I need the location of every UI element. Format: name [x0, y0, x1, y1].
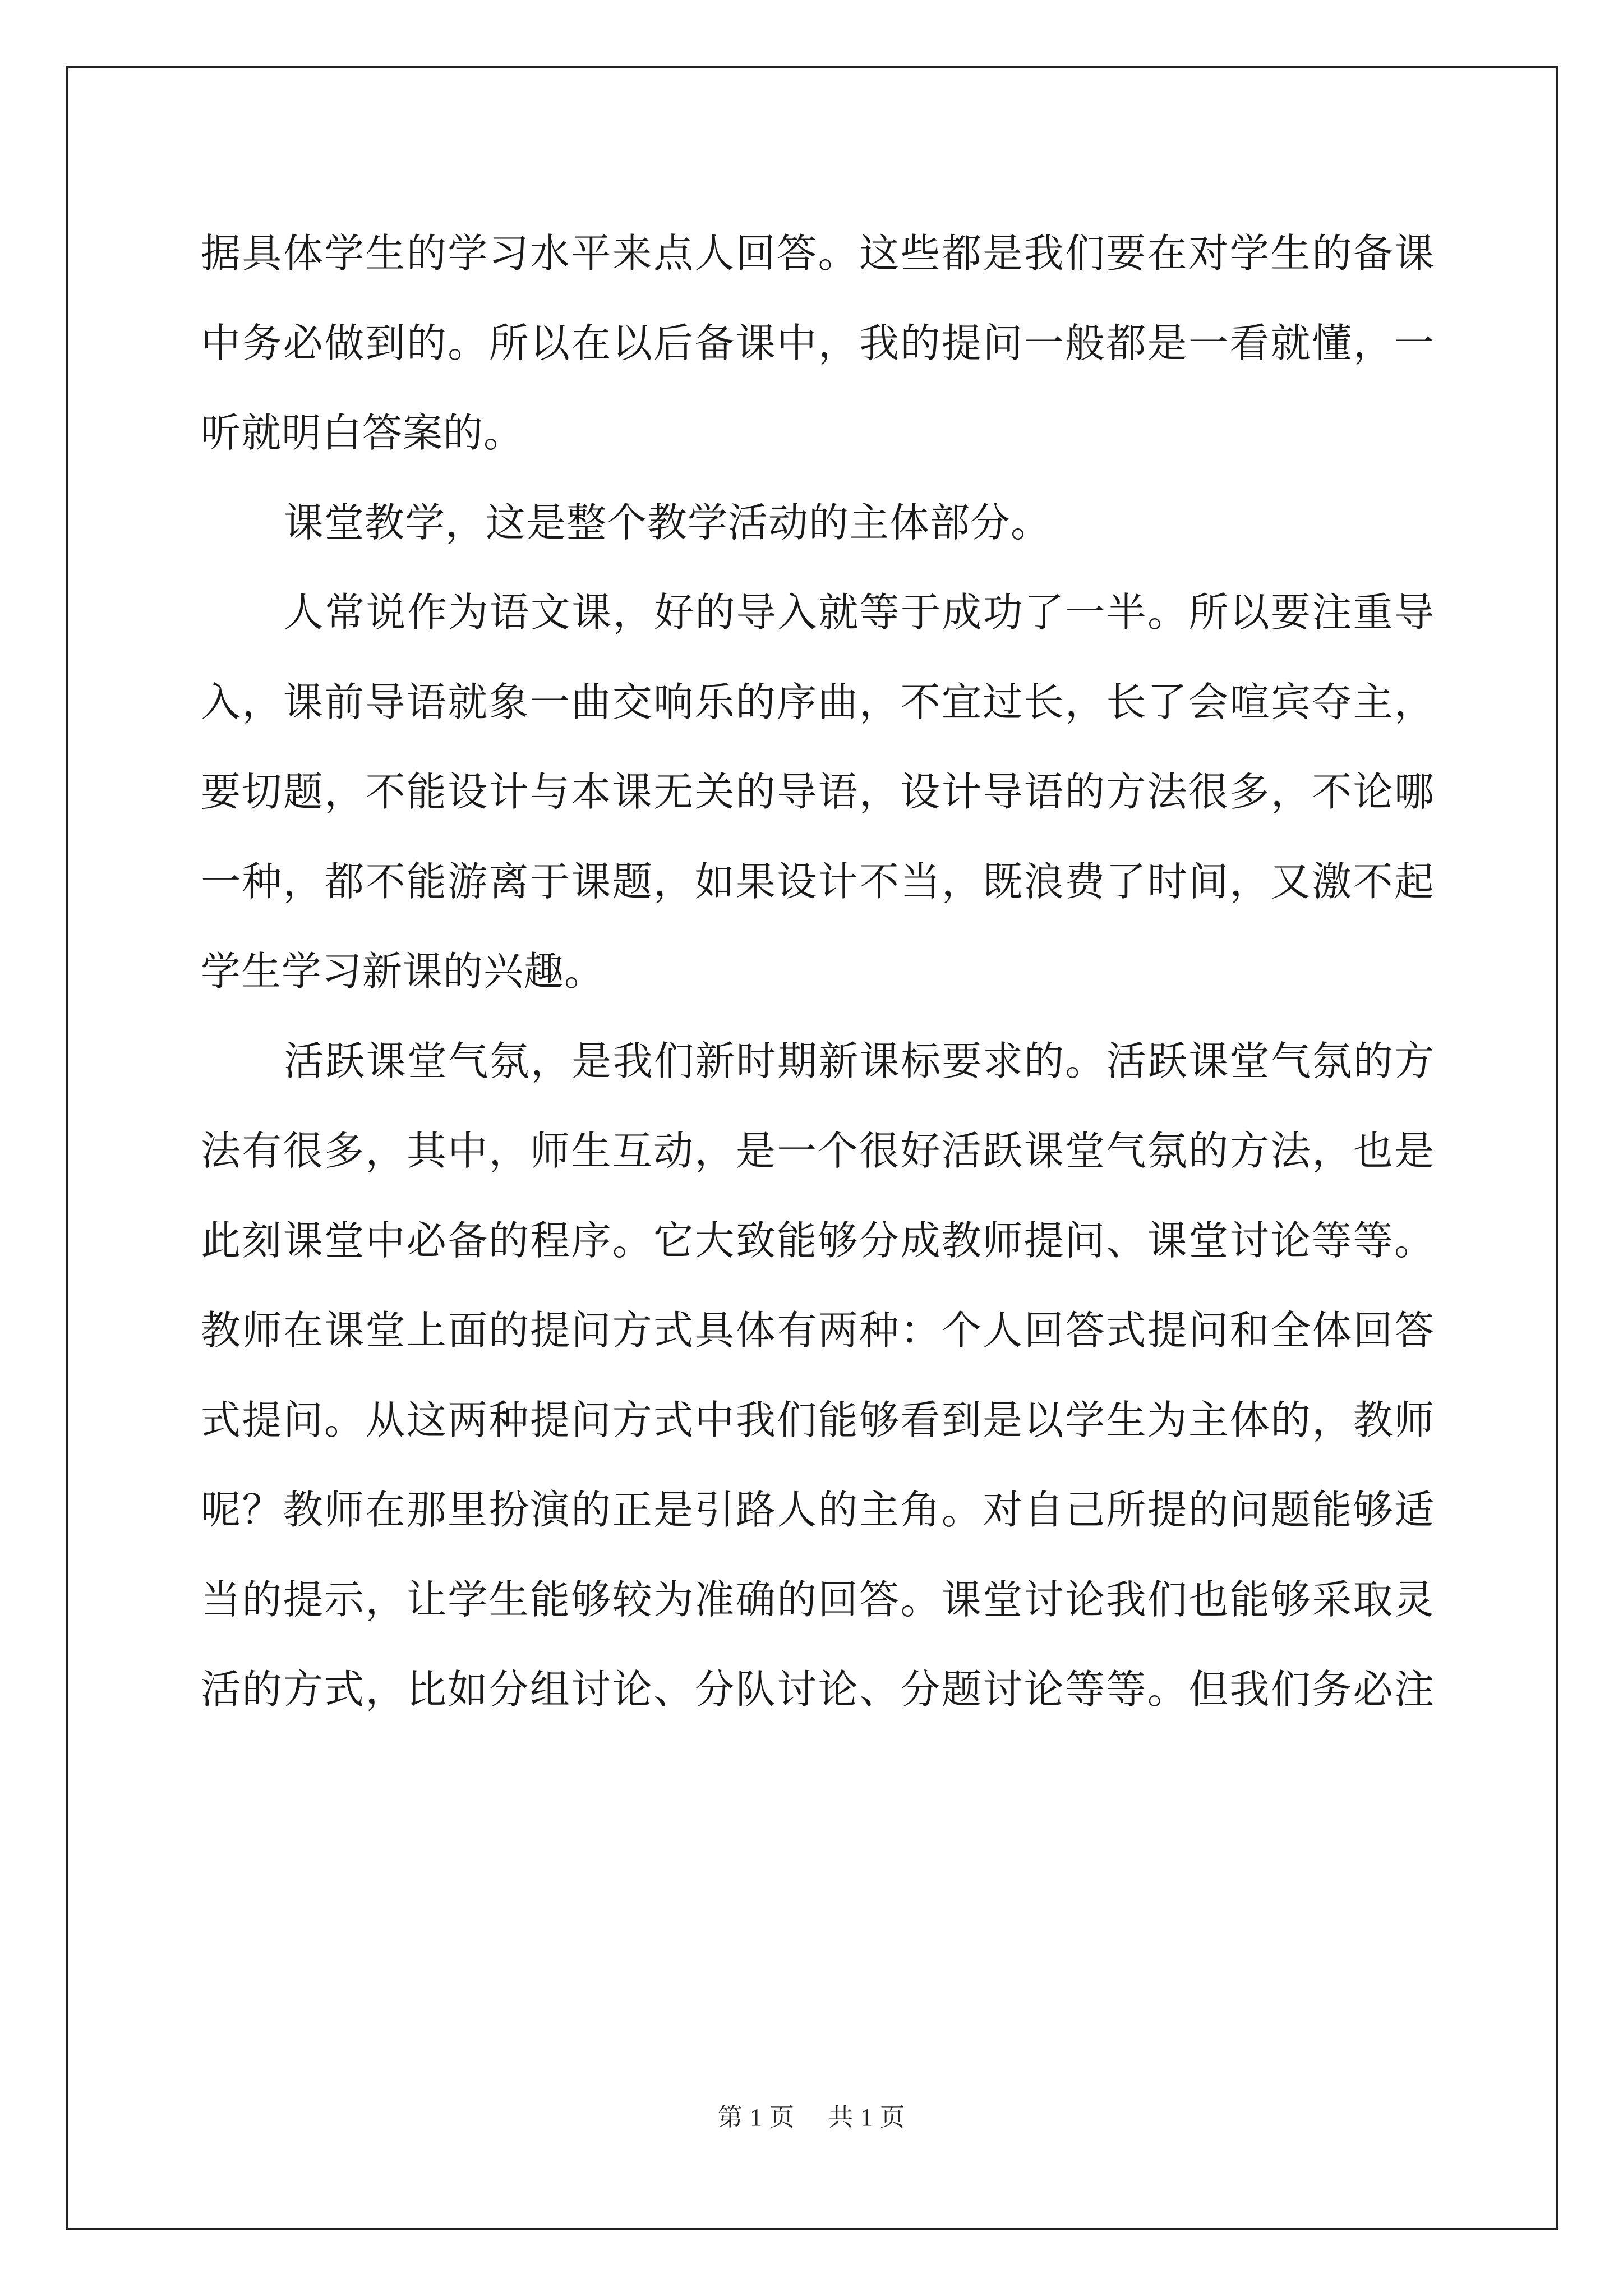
- text-line-16: 当的提示，让学生能够较为准确的回答。课堂讨论我们也能够采取灵: [201, 1576, 1435, 1623]
- text-line-2: 中务必做到的。所以在以后备课中，我的提问一般都是一看就懂，一: [201, 320, 1435, 366]
- text-line-1: 据具体学生的学习水平来点人回答。这些都是我们要在对学生的备课: [201, 230, 1435, 277]
- text-line-11: 法有很多，其中，师生互动，是一个很好活跃课堂气氛的方法，也是: [201, 1128, 1435, 1174]
- page-footer: [0, 2097, 1623, 2133]
- text-line-8: 一种，都不能游离于课题，如果设计不当，既浪费了时间，又激不起: [201, 858, 1435, 905]
- text-line-14: 式提问。从这两种提问方式中我们能够看到是以学生为主体的，教师: [201, 1397, 1435, 1443]
- text-line-12: 此刻课堂中必备的程序。它大致能够分成教师提问、课堂讨论等等。: [201, 1217, 1435, 1264]
- text-line-4: 课堂教学，这是整个教学活动的主体部分。: [284, 499, 1052, 546]
- text-line-5: 人常说作为语文课，好的导入就等于成功了一半。所以要注重导: [284, 589, 1435, 636]
- text-line-17: 活的方式，比如分组讨论、分队讨论、分题讨论等等。但我们务必注: [201, 1666, 1435, 1713]
- text-line-7: 要切题，不能设计与本课无关的导语，设计导语的方法很多，不论哪: [201, 769, 1435, 815]
- text-line-9: 学生学习新课的兴趣。: [201, 948, 605, 995]
- page-number: 第 1 页: [718, 2104, 795, 2131]
- text-line-13: 教师在课堂上面的提问方式具体有两种：个人回答式提问和全体回答: [201, 1307, 1435, 1354]
- text-line-3: 听就明白答案的。: [201, 409, 524, 456]
- text-line-6: 入，课前导语就象一曲交响乐的序曲，不宜过长，长了会喧宾夺主，: [201, 679, 1435, 725]
- page-total: 共 1 页: [828, 2104, 905, 2131]
- document-body: [201, 209, 1435, 1734]
- text-line-10: 活跃课堂气氛，是我们新时期新课标要求的。活跃课堂气氛的方: [284, 1038, 1435, 1084]
- text-line-15: 呢？教师在那里扮演的正是引路人的主角。对自己所提的问题能够适: [201, 1487, 1435, 1533]
